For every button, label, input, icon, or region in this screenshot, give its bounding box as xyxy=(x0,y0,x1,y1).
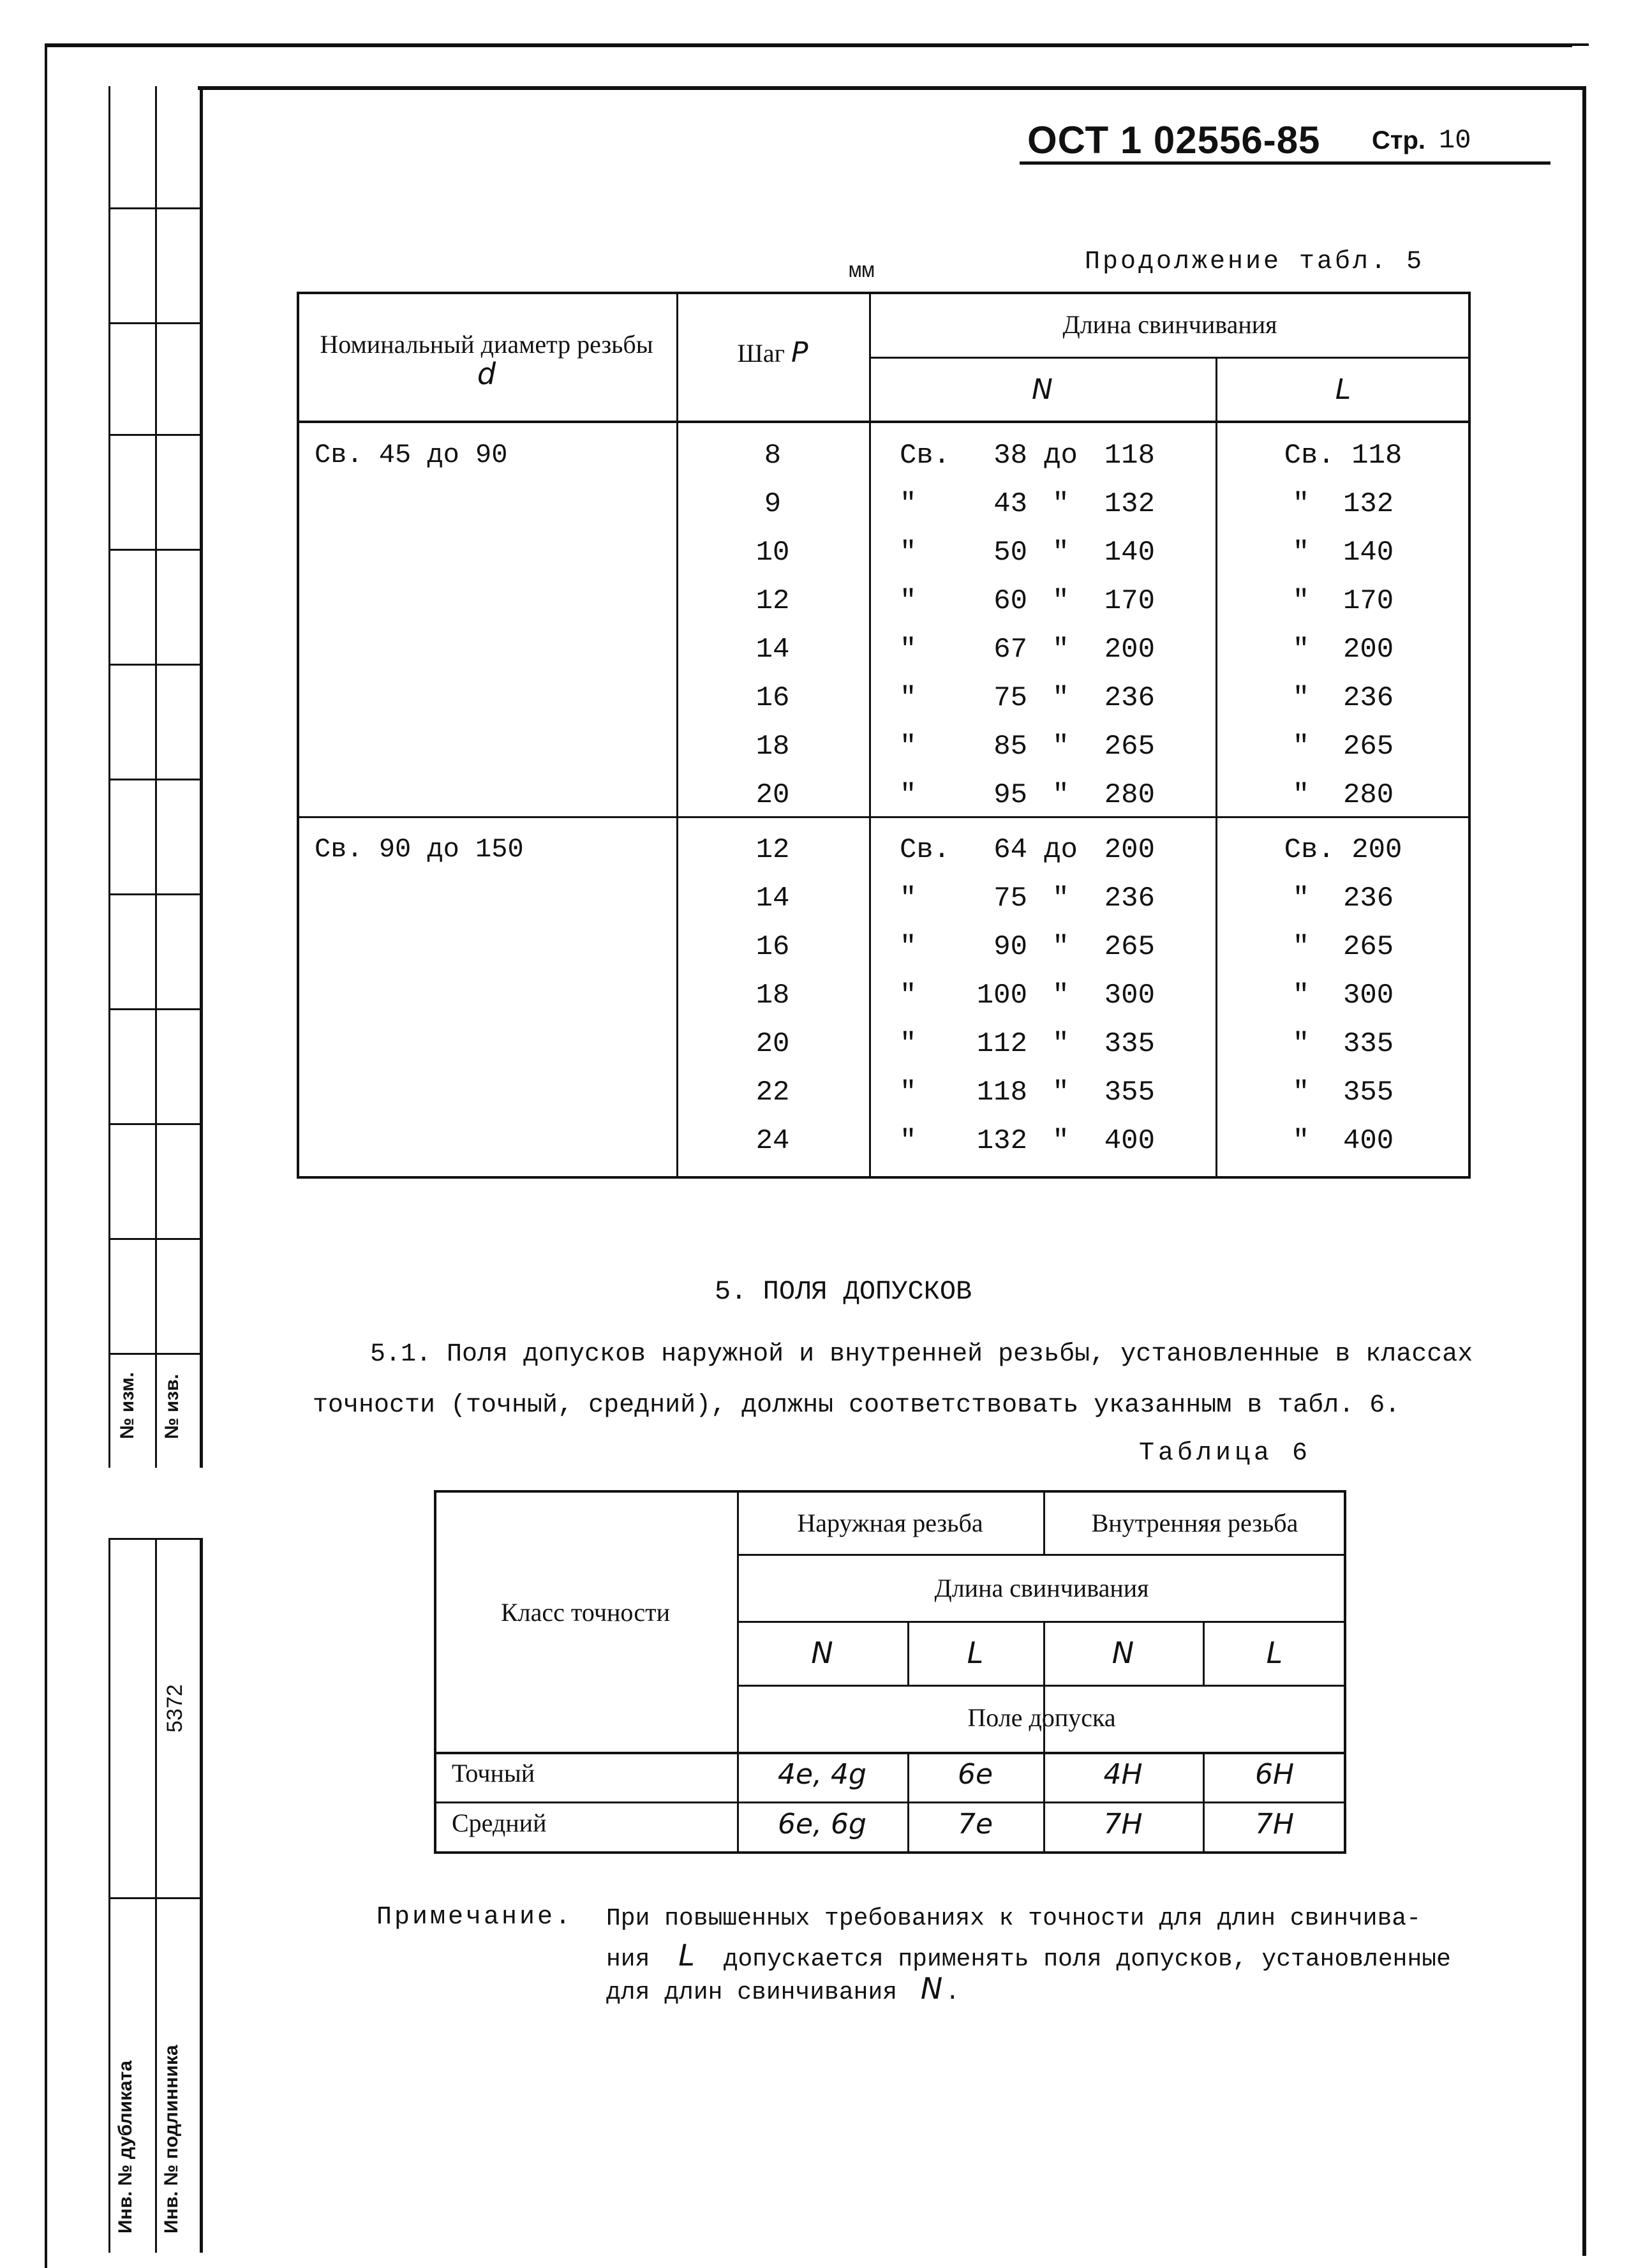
table5-n-sep: ″ xyxy=(1052,980,1069,1011)
table5-header-n: N xyxy=(1032,373,1053,406)
table5-l-cell: ″ 140 xyxy=(1292,537,1394,569)
table5-n-to: 170 xyxy=(1104,585,1155,617)
table5-n-from: 95 xyxy=(993,779,1027,811)
table5-n-prefix: ″ xyxy=(900,980,917,1011)
note-line3: для длин свинчивания N . xyxy=(606,1971,960,2006)
table5-n-prefix: ″ xyxy=(900,1077,917,1108)
table5-n-prefix: ″ xyxy=(900,779,917,811)
table5-n-from: 118 xyxy=(976,1077,1027,1108)
table6-header-int-n: N xyxy=(1111,1636,1134,1670)
inner-frame-right xyxy=(1582,86,1586,2256)
table5-n-sep: ″ xyxy=(1052,1028,1069,1060)
table5-n-sep: ″ xyxy=(1052,883,1069,914)
table5-l-cell: ″ 265 xyxy=(1292,731,1394,763)
table6-ext-l-cell: 7e xyxy=(957,1808,993,1840)
table5-n-from: 85 xyxy=(993,731,1027,763)
table5-l-cell: ″ 236 xyxy=(1292,682,1394,714)
header-underline xyxy=(1020,161,1550,165)
table5-n-to: 335 xyxy=(1104,1028,1155,1060)
table6-ext-l-cell: 6e xyxy=(957,1758,993,1791)
section-paragraph-line1: 5.1. Поля допусков наружной и внутренней резьбы, установленные в классах xyxy=(370,1340,1473,1369)
table5-n-sep: ″ xyxy=(1052,634,1069,666)
table6-caption: Таблица 6 xyxy=(1139,1439,1312,1468)
table5-pitch-cell: 12 xyxy=(755,585,790,617)
table5-l-cell: ″ 300 xyxy=(1292,980,1394,1011)
table5-n-prefix: ″ xyxy=(900,1028,917,1060)
table5-n-prefix: ″ xyxy=(900,488,917,520)
table5-n-to: 355 xyxy=(1104,1077,1155,1108)
table5-pitch-cell: 9 xyxy=(764,488,782,520)
table6 xyxy=(434,1490,1346,1854)
table5-n-prefix: ″ xyxy=(900,883,917,914)
table5-l-cell: ″ 170 xyxy=(1292,585,1394,617)
table5-l-cell: ″ 335 xyxy=(1292,1028,1394,1060)
table5-pitch-cell: 16 xyxy=(755,931,790,963)
table5-pitch-cell: 20 xyxy=(755,779,790,811)
table5-n-prefix: ″ xyxy=(900,682,917,714)
table6-class-cell: Точный xyxy=(452,1759,535,1787)
note-line2: ния L допускается применять поля допусков, установленные xyxy=(606,1938,1451,1973)
table5-n-prefix: ″ xyxy=(900,1125,917,1157)
table5-pitch-cell: 16 xyxy=(755,682,790,714)
table5-n-sep: ″ xyxy=(1052,1125,1069,1157)
table6-int-n-cell: 7H xyxy=(1103,1808,1143,1840)
table5-pitch-cell: 24 xyxy=(755,1125,790,1157)
table5-n-from: 100 xyxy=(976,980,1027,1011)
table5-n-sep: до xyxy=(1044,834,1078,866)
table5-n-sep: ″ xyxy=(1052,488,1069,520)
table5-n-prefix: ″ xyxy=(900,931,917,963)
stamp-strip-upper xyxy=(108,86,203,1468)
symbol-p: P xyxy=(791,336,808,369)
table5-n-from: 64 xyxy=(993,834,1027,866)
table5-pitch-cell: 10 xyxy=(755,537,790,569)
table5-header-diameter: Номинальный диаметр резьбы d xyxy=(320,330,653,391)
table5-n-from: 60 xyxy=(993,585,1027,617)
table5-n-sep: ″ xyxy=(1052,1077,1069,1108)
document-code: ОСТ 1 02556-85 xyxy=(1027,119,1321,161)
table6-class-cell: Средний xyxy=(452,1809,547,1837)
table6-header-class: Класс точности xyxy=(501,1598,670,1627)
table6-header-int-l: L xyxy=(1266,1636,1283,1670)
table5-pitch-cell: 18 xyxy=(755,980,790,1011)
symbol-d: d xyxy=(477,357,496,391)
table6-ext-n-cell: 4e, 4g xyxy=(778,1758,866,1791)
table6-header-ext-n: N xyxy=(811,1636,833,1670)
table5-pitch-cell: 8 xyxy=(764,440,782,472)
table5-n-from: 112 xyxy=(976,1028,1027,1060)
table5-l-cell: Св. 200 xyxy=(1284,834,1402,866)
table5-n-sep: ″ xyxy=(1052,731,1069,763)
table5-n-prefix: ″ xyxy=(900,731,917,763)
table5-n-prefix: Св. xyxy=(900,834,951,866)
table5-n-prefix: ″ xyxy=(900,634,917,666)
table5-l-cell: ″ 200 xyxy=(1292,634,1394,666)
table5-pitch-cell: 14 xyxy=(755,883,790,914)
stamp-inv-original-label: Инв. № подлинника xyxy=(161,2045,182,2234)
table6-int-l-cell: 7H xyxy=(1254,1808,1295,1840)
table5-n-to: 265 xyxy=(1104,931,1155,963)
table5-n-sep: ″ xyxy=(1052,537,1069,569)
table5-header-pitch: Шаг P xyxy=(737,336,808,369)
table5-header-length: Длина свинчивания xyxy=(1062,310,1277,339)
table5-n-sep: до xyxy=(1044,440,1078,472)
table5-l-cell: ″ 280 xyxy=(1292,779,1394,811)
table5-caption: Продолжение табл. 5 xyxy=(1085,248,1425,276)
table5-group-diameter: Св. 45 до 90 xyxy=(315,440,508,470)
table5-n-to: 132 xyxy=(1104,488,1155,520)
table5-l-cell: ″ 355 xyxy=(1292,1077,1394,1108)
section-paragraph-line2: точности (точный, средний), должны соответствовать указанным в табл. 6. xyxy=(313,1391,1401,1420)
table5-n-from: 75 xyxy=(993,883,1027,914)
table5-l-cell: ″ 236 xyxy=(1292,883,1394,914)
table6-header-internal: Внутренняя резьба xyxy=(1091,1509,1298,1537)
table5-n-to: 140 xyxy=(1104,537,1155,569)
table6-header-tolerance: Поле допуска xyxy=(967,1703,1116,1732)
table5-pitch-cell: 18 xyxy=(755,731,790,763)
table6-header-length: Длина свинчивания xyxy=(934,1574,1149,1602)
table5-header-l: L xyxy=(1335,373,1351,406)
table5-group-diameter: Св. 90 до 150 xyxy=(315,834,524,865)
table5-n-to: 300 xyxy=(1104,980,1155,1011)
table5-l-cell: ″ 132 xyxy=(1292,488,1394,520)
stamp-inv-duplicate-label: Инв. № дубликата xyxy=(115,2060,136,2234)
table5-n-prefix: ″ xyxy=(900,585,917,617)
table6-header-ext-l: L xyxy=(967,1636,984,1670)
table5-n-from: 67 xyxy=(993,634,1027,666)
note-line1: При повышенных требованиях к точности для длин свинчива- xyxy=(606,1905,1422,1932)
table6-int-l-cell: 6H xyxy=(1254,1758,1295,1791)
table5-n-to: 265 xyxy=(1104,731,1155,763)
table5-n-from: 38 xyxy=(993,440,1027,472)
table6-ext-n-cell: 6e, 6g xyxy=(778,1808,866,1840)
table5-n-prefix: Св. xyxy=(900,440,951,472)
symbol-l: L xyxy=(678,1938,695,1973)
table5-n-sep: ″ xyxy=(1052,682,1069,714)
table5-n-from: 90 xyxy=(993,931,1027,963)
table5-n-to: 118 xyxy=(1104,440,1155,472)
table5-n-from: 75 xyxy=(993,682,1027,714)
note-label: Примечание. xyxy=(376,1903,574,1932)
table5-n-from: 132 xyxy=(976,1125,1027,1157)
section-title: 5. ПОЛЯ ДОПУСКОВ xyxy=(715,1276,972,1307)
table5-n-prefix: ″ xyxy=(900,537,917,569)
table5-n-sep: ″ xyxy=(1052,779,1069,811)
table5-n-to: 200 xyxy=(1104,834,1155,866)
page-label: Стр. xyxy=(1372,126,1426,154)
table5-pitch-cell: 12 xyxy=(755,834,790,866)
table5-n-from: 50 xyxy=(993,537,1027,569)
table5-n-to: 280 xyxy=(1104,779,1155,811)
inner-frame-top xyxy=(198,86,1586,90)
table5-pitch-cell: 14 xyxy=(755,634,790,666)
table5 xyxy=(297,292,1471,1179)
table6-header-external: Наружная резьба xyxy=(797,1509,983,1537)
symbol-n: N xyxy=(920,1971,943,2006)
stamp-izv-label: № изв. xyxy=(161,1374,182,1439)
page-number: 10 xyxy=(1439,125,1471,156)
table5-pitch-cell: 20 xyxy=(755,1028,790,1060)
table5-l-cell: Св. 118 xyxy=(1284,440,1402,472)
table5-n-to: 200 xyxy=(1104,634,1155,666)
table5-n-sep: ″ xyxy=(1052,585,1069,617)
stamp-inv-number: 5372 xyxy=(163,1684,187,1733)
table5-l-cell: ″ 265 xyxy=(1292,931,1394,963)
table5-n-to: 400 xyxy=(1104,1125,1155,1157)
table5-unit: мм xyxy=(849,260,875,284)
table5-n-to: 236 xyxy=(1104,682,1155,714)
table5-n-sep: ″ xyxy=(1052,931,1069,963)
table6-int-n-cell: 4H xyxy=(1103,1758,1143,1791)
table5-n-from: 43 xyxy=(993,488,1027,520)
table5-pitch-cell: 22 xyxy=(755,1077,790,1108)
table5-n-to: 236 xyxy=(1104,883,1155,914)
table5-l-cell: ″ 400 xyxy=(1292,1125,1394,1157)
stamp-izm-label: № изм. xyxy=(117,1372,138,1439)
